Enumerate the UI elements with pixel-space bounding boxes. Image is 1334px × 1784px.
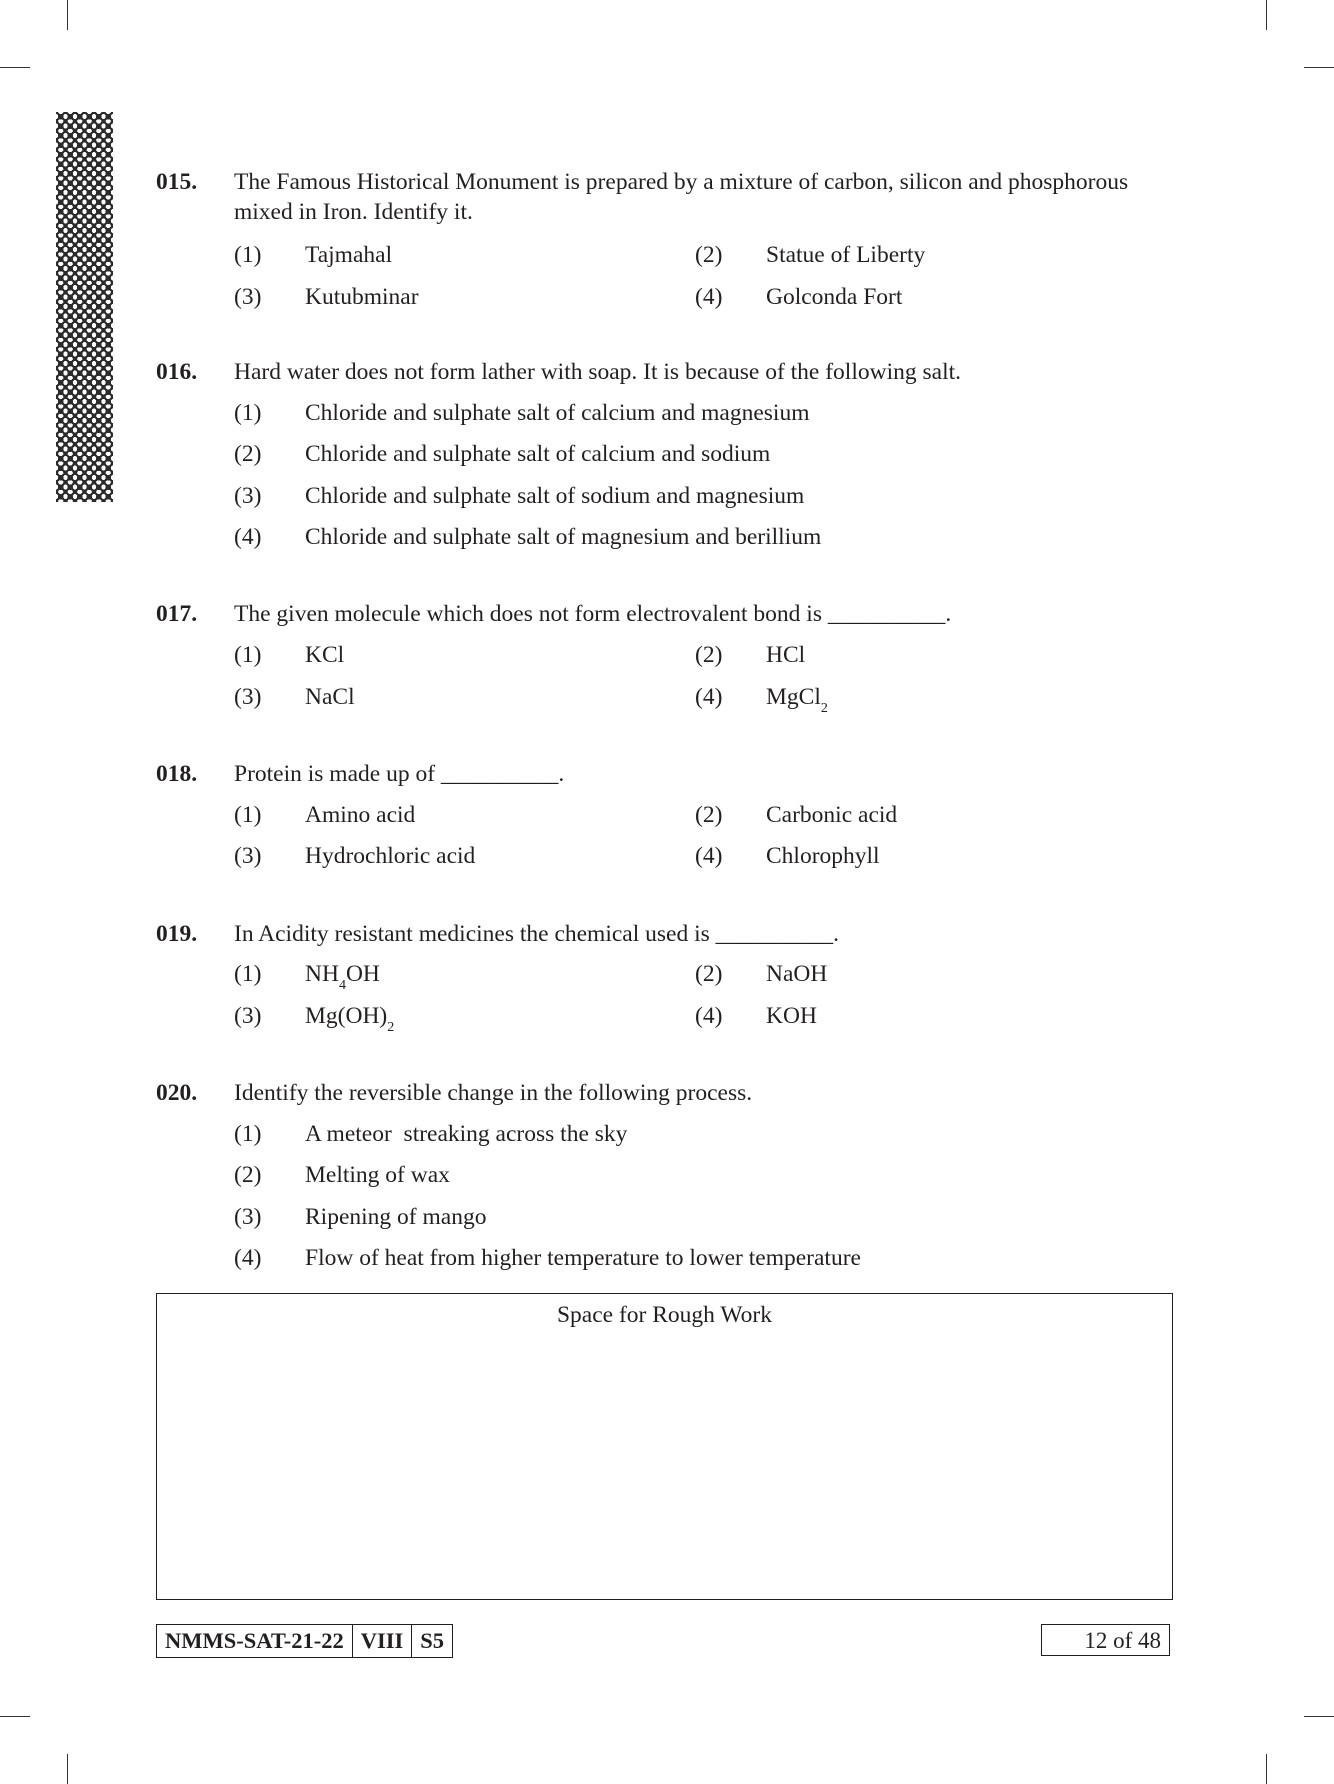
question-text: In Acidity resistant medicines the chemical used is __________. — [234, 921, 839, 947]
question-016 — [156, 357, 1176, 557]
question-number: 018. — [156, 761, 198, 787]
question-text: Protein is made up of __________. — [234, 761, 565, 787]
exam-class: VIII — [352, 1625, 412, 1657]
crop-mark — [1304, 67, 1334, 68]
question-text: Hard water does not form lather with soap. It is because of the following salt. — [234, 359, 961, 385]
options: (1) $NH_4OH$ (2) NaOH (3) $Mg(OH)_2$ (4) KOH — [234, 961, 828, 1035]
page-number: 12 of 48 — [1041, 1624, 1170, 1656]
question-number: 015. — [156, 169, 198, 195]
options: (1) KCl (2) HCl (3) NaCl (4) MgCl$_2$ — [234, 642, 828, 716]
exam-set: S5 — [411, 1625, 452, 1657]
question-number: 019. — [156, 921, 198, 947]
options: (1) Chloride and sulphate salt of calcium and magnesium (2) Chloride and sulphate salt of calcium and sodium (3) Chloride and sulphate salt of sodium and magnesium (4) Chloride and sulphate salt of magnesium and berillium — [234, 400, 822, 550]
question-text: The given molecule which does not form electrovalent bond is __________. — [234, 601, 952, 627]
crop-mark — [67, 0, 68, 30]
question-015 — [156, 167, 1176, 311]
question-019 — [156, 919, 1176, 1035]
options: (1) Amino acid (2) Carbonic acid (3) Hydrochloric acid (4) Chlorophyll — [234, 802, 898, 869]
crop-mark — [1266, 0, 1267, 30]
decorative-border-pattern — [56, 112, 113, 502]
question-number: 016. — [156, 359, 198, 385]
crop-mark — [0, 67, 30, 68]
question-017 — [156, 599, 1176, 715]
question-number: 017. — [156, 601, 198, 627]
question-020 — [156, 1078, 1176, 1278]
crop-mark — [1304, 1716, 1334, 1717]
crop-mark — [1266, 1754, 1267, 1784]
options: (1) A meteor streaking across the sky (2) Melting of wax (3) Ripening of mango (4) Flow of heat from higher temperature to lower temperature — [234, 1121, 861, 1271]
crop-mark — [67, 1754, 68, 1784]
crop-mark — [0, 1716, 30, 1717]
exam-code: NMMS-SAT-21-22 — [165, 1628, 344, 1653]
footer-exam-code — [156, 1624, 453, 1658]
question-018 — [156, 759, 1176, 875]
question-text: Identify the reversible change in the following process. — [234, 1080, 753, 1106]
rough-work-title: Space for Rough Work — [556, 1302, 772, 1328]
options: (1) Tajmahal (2) Statue of Liberty (3) Kutubminar (4) Golconda Fort — [234, 242, 926, 310]
question-number: 020. — [156, 1080, 198, 1106]
rough-work-box — [156, 1293, 1173, 1600]
question-text: The Famous Historical Monument is prepared by a mixture of carbon, silicon and phosphorous mixed in Iron. Identify it. — [234, 169, 1129, 225]
